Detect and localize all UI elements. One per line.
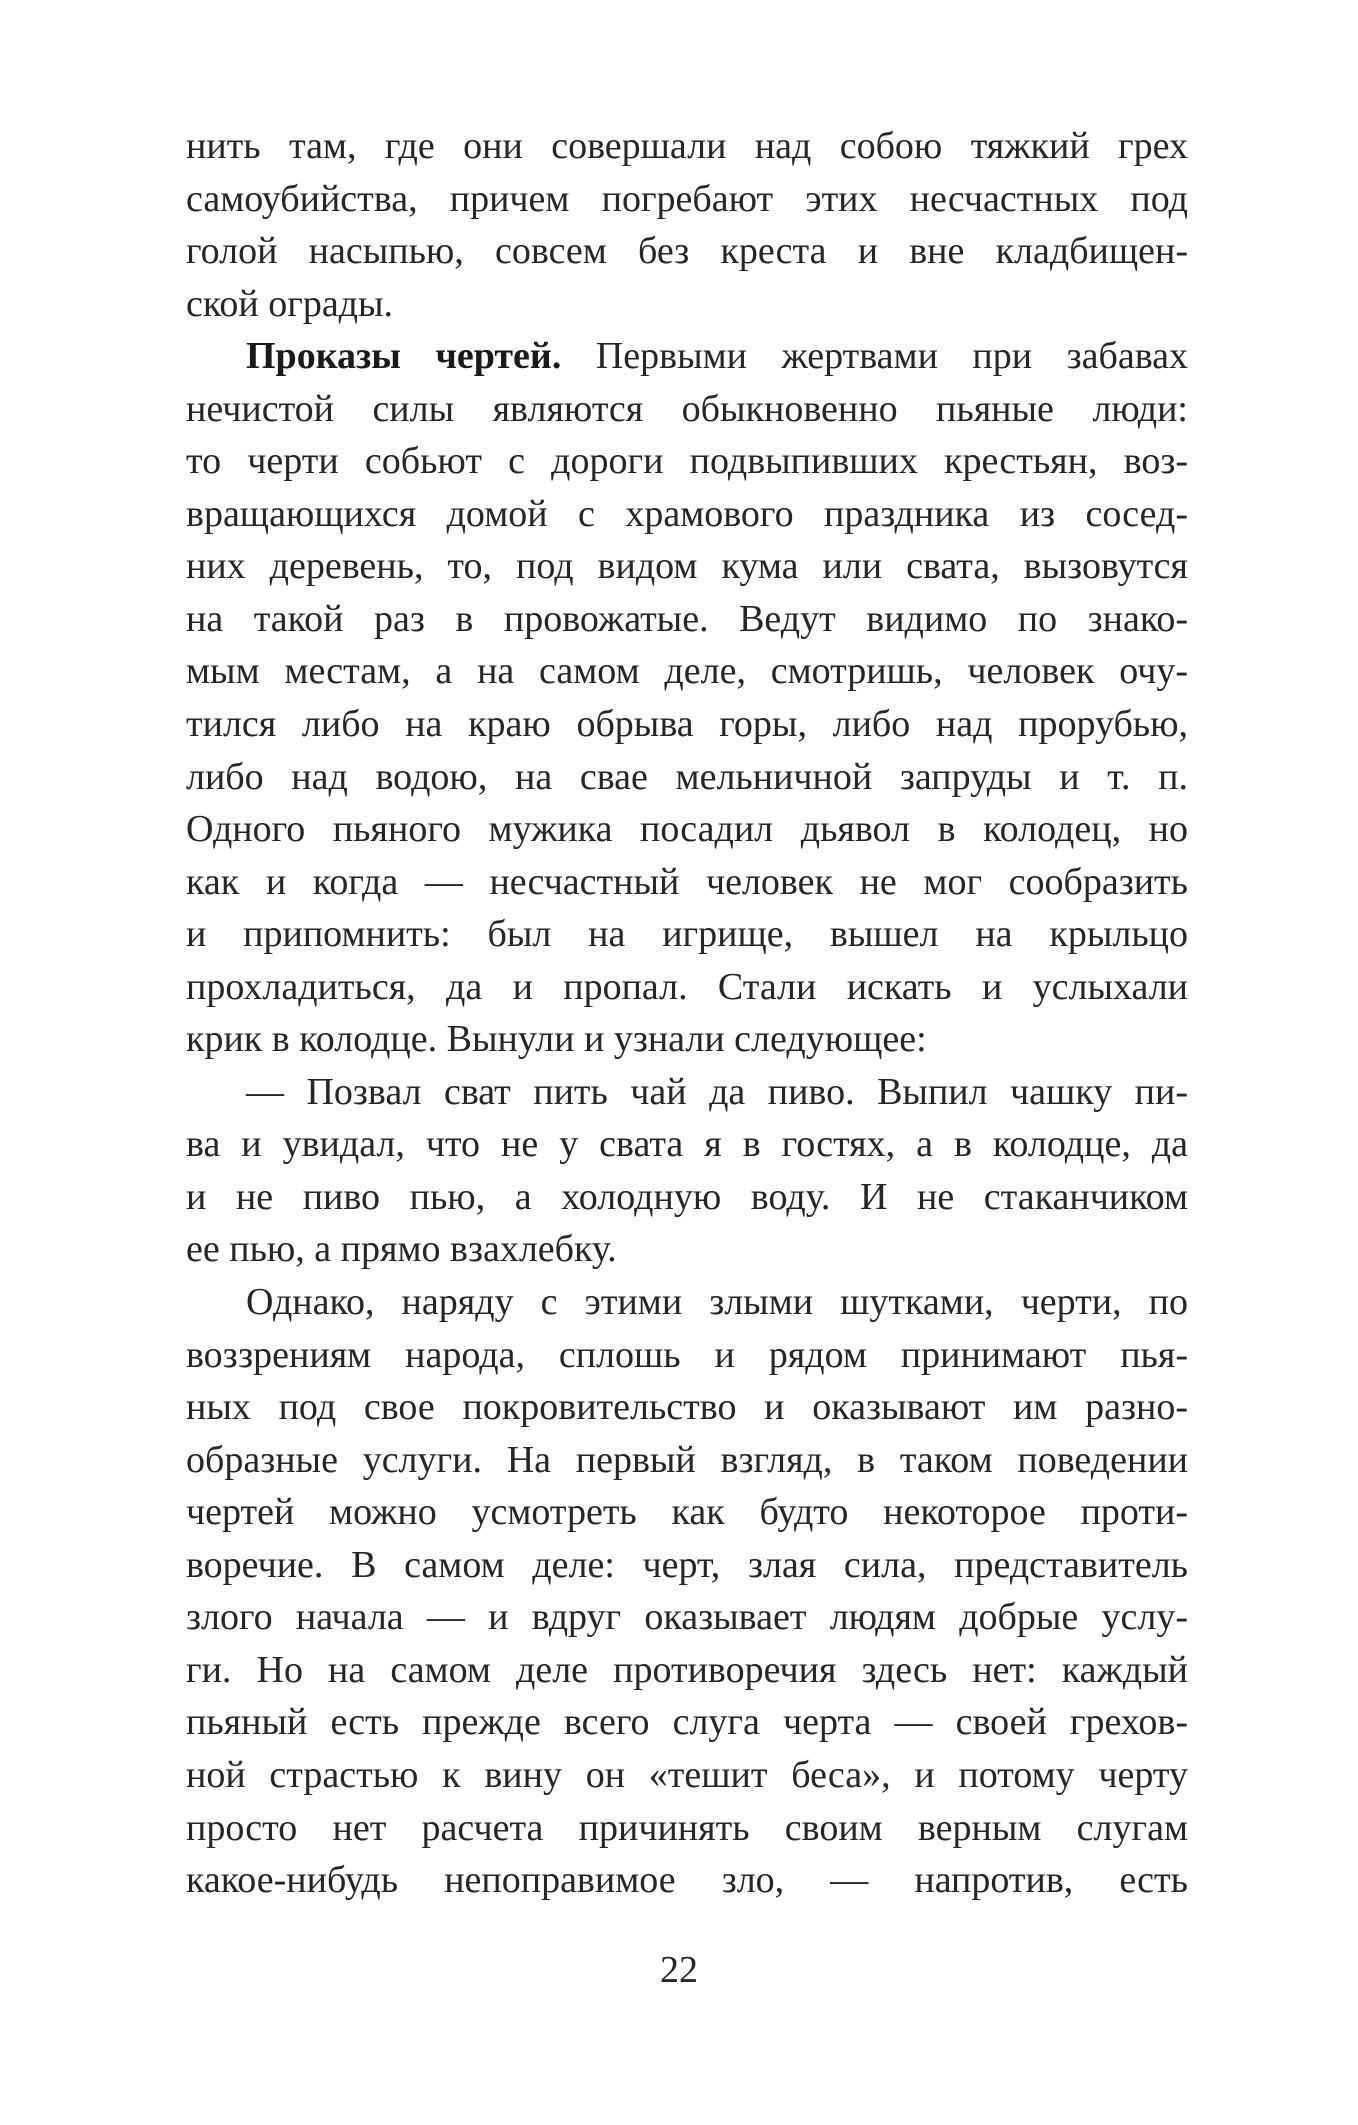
text-line: то черти собьют с дороги подвыпивших крестьян, воз- <box>186 440 1188 483</box>
text-line: них деревень, то, под видом кума или свата, вызовутся <box>186 545 1188 588</box>
text-line: либо над водою, на свае мельничной запруды и т. п. <box>186 755 1188 798</box>
text-line: и припомнить: был на игрище, вышел на крыльцо <box>186 913 1188 956</box>
text-line: какое-нибудь непоправимое зло, — напротив, есть <box>186 1859 1188 1902</box>
section-first-line <box>186 330 1188 383</box>
text-line: чертей можно усмотреть как будто некоторое проти- <box>186 1491 1188 1534</box>
text-line: на такой раз в провожатые. Ведут видимо по знако- <box>186 597 1188 640</box>
text-line: нить там, где они совершали над собою тяжкий грех <box>186 125 1188 167</box>
text-line: ги. Но на самом деле противоречия здесь нет: каждый <box>186 1648 1188 1691</box>
text-line: образные услуги. На первый взгляд, в таком поведении <box>186 1438 1188 1481</box>
text-line: самоубийства, причем погребают этих несчастных под <box>186 177 1188 220</box>
text-line: крик в колодце. Вынули и узнали следующее: <box>186 1018 927 1061</box>
quote-line: и не пиво пью, а холодную воду. И не стаканчиком <box>186 1175 1188 1218</box>
page-number: 22 <box>660 1949 698 1991</box>
section-first-line-rest: Первыми жертвами при забавах <box>561 335 1189 378</box>
section-heading: Проказы чертей. <box>246 335 562 378</box>
text-line: голой насыпью, совсем без креста и вне кладбищен- <box>186 230 1188 273</box>
text-line: Одного пьяного мужика посадил дьявол в колодец, но <box>186 808 1188 851</box>
text-line: тился либо на краю обрыва горы, либо над прорубью, <box>186 703 1188 746</box>
quote-line: ва и увидал, что не у свата я в гостях, а в колодце, да <box>186 1123 1188 1166</box>
text-line: вращающихся домой с храмового праздника из сосед- <box>186 492 1188 535</box>
text-line: воречие. В самом деле: черт, злая сила, представитель <box>186 1543 1188 1586</box>
text-line: воззрениям народа, сплошь и рядом принимают пья- <box>186 1333 1188 1376</box>
text-line: пьяный есть прежде всего слуга черта — своей грехов- <box>186 1701 1188 1744</box>
text-line: прохладиться, да и пропал. Стали искать и услыхали <box>186 965 1188 1008</box>
text-line: ных под свое покровительство и оказывают им разно- <box>186 1386 1188 1429</box>
quote-line: — Позвал сват пить чай да пиво. Выпил чашку пи- <box>246 1070 1188 1113</box>
text-line: как и когда — несчастный человек не мог сообразить <box>186 860 1188 903</box>
text-line: просто нет расчета причинять своим верным слугам <box>186 1806 1188 1849</box>
text-line: ной страстью к вину он «тешит беса», и потому черту <box>186 1753 1188 1796</box>
body-text <box>186 120 1188 1907</box>
text-line: ской ограды. <box>186 282 394 325</box>
text-line: злого начала — и вдруг оказывает людям добрые услу- <box>186 1596 1188 1639</box>
quote-line: ее пью, а прямо взахлебку. <box>186 1228 617 1271</box>
text-line: мым местам, а на самом деле, смотришь, человек очу- <box>186 650 1188 693</box>
text-line: Однако, наряду с этими злыми шутками, черти, по <box>246 1281 1188 1324</box>
text-line: нечистой силы являются обыкновенно пьяные люди: <box>186 387 1188 430</box>
